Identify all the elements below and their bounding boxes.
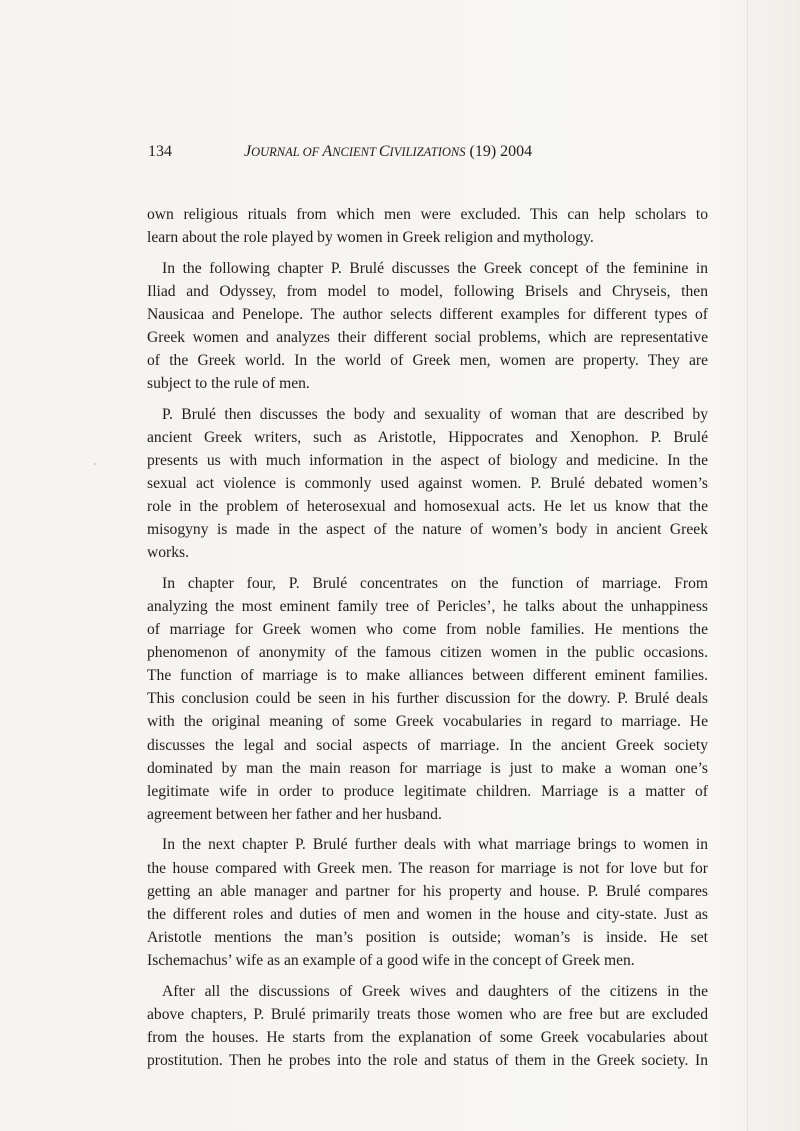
text-line: Greek women and analyzes their different social problems, which are representative [147, 328, 708, 346]
text-line: misogyny is made in the aspect of the nature of women’s body in ancient Greek [147, 521, 708, 539]
text-line: discusses the legal and social aspects of marriage. In the ancient Greek society [147, 736, 708, 754]
text-line: Ischemachus’ wife as an example of a good wife in the concept of Greek men. [147, 951, 635, 969]
text-line: ancient Greek writers, such as Aristotle, Hippocrates and Xenophon. P. Brulé [147, 428, 708, 446]
journal-title-ivilizations: IVILIZATIONS [389, 145, 466, 159]
text-line: the house compared with Greek men. The reason for marriage is not for love but for [147, 859, 708, 877]
paragraph [147, 257, 708, 396]
text-line: agreement between her father and her husband. [147, 805, 442, 823]
text-line: sexual act violence is commonly used against women. P. Brulé debated women’s [147, 475, 708, 493]
paragraph [147, 572, 708, 826]
paragraph [147, 203, 708, 249]
journal-title-ncient: NCIENT [332, 145, 379, 159]
text-line: above chapters, P. Brulé primarily treats those women who are free but are excluded [147, 1005, 708, 1023]
text-line: dominated by man the main reason for marriage is just to make a woman one’s [147, 759, 708, 777]
text-line: This conclusion could be seen in his further discussion for the dowry. P. Brulé deals [147, 690, 708, 708]
text-line: role in the problem of heterosexual and homosexual acts. He let us know that the [147, 498, 708, 516]
text-line: analyzing the most eminent family tree of Pericles’, he talks about the unhappiness [147, 598, 708, 615]
text-line: Iliad and Odyssey, from model to model, following Brisels and Chryseis, then [147, 282, 708, 300]
text-line: The function of marriage is to make alliances between different eminent families. [147, 667, 708, 685]
paragraph [147, 403, 708, 565]
journal-issue-year: (19) 2004 [465, 143, 533, 160]
text-line: In the next chapter P. Brulé further deals with what marriage brings to women in [162, 836, 708, 854]
journal-title-ournal: OURNAL OF [251, 145, 323, 159]
text-line: In the following chapter P. Brulé discusses the Greek concept of the feminine in [162, 259, 708, 277]
text-line: In chapter four, P. Brulé concentrates on the function of marriage. From [162, 574, 708, 592]
journal-title-initial-c: C [378, 143, 390, 160]
text-line: from the houses. He starts from the explanation of some Greek vocabularies about [147, 1028, 708, 1046]
paragraph [147, 980, 708, 1072]
text-line: own religious rituals from which men were excluded. This can help scholars to [147, 206, 708, 223]
text-line: Aristotle mentions the man’s position is outside; woman’s is inside. He set [147, 928, 708, 946]
page-edge-shadow [747, 0, 748, 1131]
text-line: works. [147, 544, 190, 562]
text-line: subject to the rule of men. [147, 375, 310, 393]
text-line: learn about the role played by women in Greek religion and mythology. [147, 229, 594, 247]
text-line: legitimate wife in order to produce legitimate children. Marriage is a matter of [147, 782, 708, 800]
text-line: the different roles and duties of men and women in the house and city-state. Just as [147, 905, 708, 923]
text-line: After all the discussions of Greek wives and daughters of the citizens in the [162, 982, 708, 1000]
text-line: of marriage for Greek women who come from noble families. He mentions the [147, 621, 708, 639]
text-line: of the Greek world. In the world of Greek men, women are property. They are [147, 352, 708, 370]
text-line: getting an able manager and partner for his property and house. P. Brulé compares [147, 882, 708, 900]
text-line: Nausicaa and Penelope. The author selects different examples for different types of [147, 305, 708, 323]
journal-title-initial-a: A [322, 143, 333, 160]
text-line: prostitution. Then he probes into the role and status of them in the Greek society. In [147, 1051, 708, 1069]
paragraph [147, 833, 708, 972]
text-line: presents us with much information in the aspect of biology and medicine. In the [147, 451, 708, 469]
running-header [244, 143, 532, 161]
text-line: P. Brulé then discusses the body and sexuality of woman that are described by [162, 405, 708, 423]
body-text [147, 203, 708, 1079]
scan-speck [94, 463, 96, 465]
page-number: 134 [148, 143, 172, 160]
journal-title-initial-j: J [244, 143, 252, 160]
text-line: phenomenon of anonymity of the famous citizen women in the public occasions. [147, 644, 708, 662]
text-line: with the original meaning of some Greek vocabularies in regard to marriage. He [147, 713, 708, 731]
